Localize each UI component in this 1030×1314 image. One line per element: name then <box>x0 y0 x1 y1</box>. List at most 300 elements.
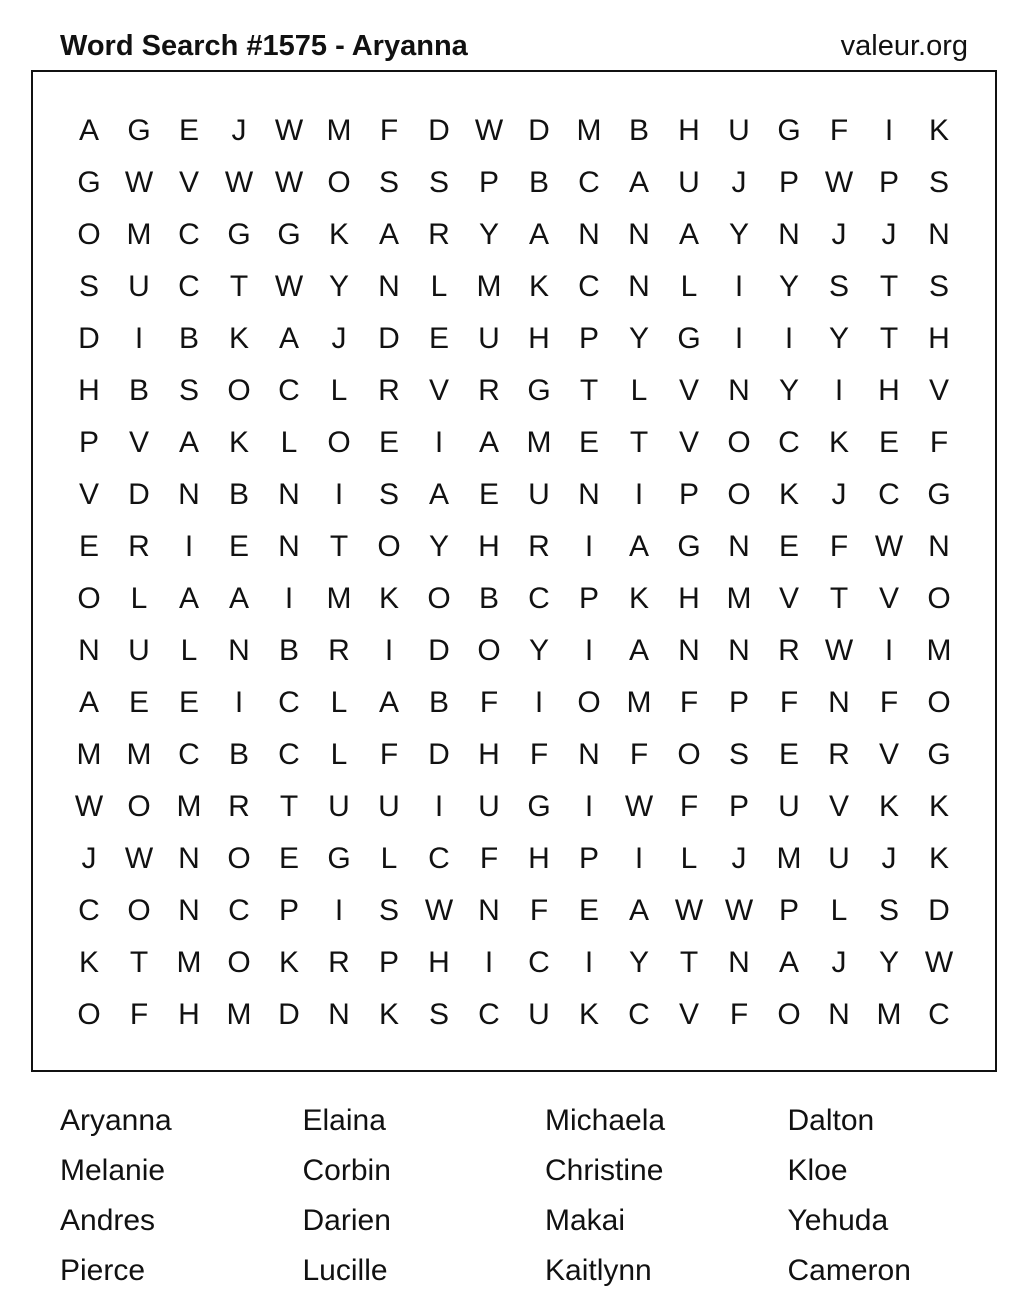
grid-letter: P <box>878 166 899 199</box>
grid-letter: E <box>378 426 399 459</box>
word-list-item: Pierce <box>60 1254 146 1287</box>
grid-letter: D <box>528 114 550 147</box>
grid-letter: N <box>278 478 300 511</box>
grid-letter: H <box>678 582 700 615</box>
grid-letter: W <box>824 166 854 199</box>
grid-letter: I <box>334 478 344 511</box>
grid-letter: W <box>74 790 104 823</box>
grid-letter: T <box>329 530 349 563</box>
grid-letter: V <box>128 426 149 459</box>
grid-letter: V <box>878 738 899 771</box>
grid-letter: T <box>679 946 699 979</box>
grid-letter: J <box>831 218 847 251</box>
grid-letter: D <box>378 322 400 355</box>
grid-letter: C <box>178 270 200 303</box>
grid-letter: C <box>178 218 200 251</box>
grid-letter: I <box>284 582 294 615</box>
grid-letter: A <box>378 686 399 719</box>
grid-letter: M <box>576 114 602 147</box>
grid-letter: S <box>378 166 399 199</box>
grid-letter: O <box>677 738 701 771</box>
grid-letter: R <box>528 530 550 563</box>
grid-letter: A <box>178 426 199 459</box>
grid-letter: O <box>77 998 101 1031</box>
grid-letter: E <box>878 426 899 459</box>
grid-letter: N <box>928 530 950 563</box>
grid-letter: U <box>728 114 750 147</box>
grid-letter: O <box>327 166 351 199</box>
grid-letter: H <box>528 322 550 355</box>
grid-letter: S <box>378 478 399 511</box>
grid-letter: O <box>127 790 151 823</box>
grid-letter: B <box>228 738 249 771</box>
grid-letter: M <box>626 686 652 719</box>
grid-letter: C <box>278 686 300 719</box>
grid-letter: E <box>228 530 249 563</box>
grid-letter: N <box>728 530 750 563</box>
grid-letter: D <box>78 322 100 355</box>
grid-letter: S <box>728 738 749 771</box>
grid-letter: A <box>678 218 699 251</box>
grid-letter: N <box>578 478 600 511</box>
grid-letter: L <box>130 582 148 615</box>
grid-letter: N <box>628 270 650 303</box>
grid-letter: C <box>778 426 800 459</box>
grid-letter: Y <box>628 322 649 355</box>
grid-letter: I <box>634 842 644 875</box>
grid-letter: S <box>828 270 849 303</box>
grid-letter: P <box>378 946 399 979</box>
grid-letter: S <box>878 894 899 927</box>
grid-letter: G <box>77 166 101 199</box>
grid-letter: P <box>778 166 799 199</box>
grid-letter: R <box>778 634 800 667</box>
grid-letter: N <box>228 634 250 667</box>
grid-letter: W <box>624 790 654 823</box>
grid-letter: M <box>76 738 102 771</box>
grid-letter: G <box>527 790 551 823</box>
word-list <box>60 1096 1030 1296</box>
grid-letter: Y <box>728 218 749 251</box>
grid-letter: W <box>724 894 754 927</box>
grid-letter: O <box>227 842 251 875</box>
grid-letter: J <box>831 478 847 511</box>
grid-letter: P <box>78 426 99 459</box>
grid-letter: K <box>878 790 899 823</box>
grid-letter: W <box>274 114 304 147</box>
grid-letter: V <box>428 374 449 407</box>
grid-letter: U <box>378 790 400 823</box>
grid-letter: R <box>228 790 250 823</box>
grid-letter: I <box>784 322 794 355</box>
grid-letter: L <box>330 686 348 719</box>
grid-letter: F <box>829 530 849 563</box>
grid-letter: I <box>384 634 394 667</box>
grid-letter: J <box>731 842 747 875</box>
grid-letter: R <box>328 946 350 979</box>
grid-letter: N <box>778 218 800 251</box>
grid-letter: K <box>928 114 949 147</box>
word-list-item: Andres <box>60 1204 156 1237</box>
grid-letter: A <box>78 114 99 147</box>
grid-letter: C <box>578 270 600 303</box>
grid-letter: O <box>227 374 251 407</box>
grid-letter: N <box>78 634 100 667</box>
grid-letter: E <box>778 530 799 563</box>
grid-letter: O <box>727 478 751 511</box>
grid-letter: N <box>728 946 750 979</box>
grid-letter: O <box>377 530 401 563</box>
grid-letter: V <box>678 426 699 459</box>
grid-letter: L <box>280 426 298 459</box>
grid-letter: K <box>778 478 799 511</box>
grid-letter: I <box>634 478 644 511</box>
grid-letter: U <box>828 842 850 875</box>
word-list-item: Cameron <box>787 1254 911 1287</box>
grid-letter: M <box>326 582 352 615</box>
grid-letter: I <box>884 634 894 667</box>
grid-letter: C <box>78 894 100 927</box>
grid-letter: V <box>878 582 899 615</box>
grid-letter: I <box>734 270 744 303</box>
grid-letter: W <box>924 946 954 979</box>
grid-letter: H <box>178 998 200 1031</box>
grid-letter: F <box>129 998 149 1031</box>
word-list-item: Aryanna <box>60 1104 172 1137</box>
grid-letter: J <box>831 946 847 979</box>
grid-letter: B <box>178 322 199 355</box>
grid-letter: T <box>879 270 899 303</box>
grid-letter: O <box>427 582 451 615</box>
grid-letter: E <box>178 686 199 719</box>
grid-letter: N <box>828 686 850 719</box>
grid-letter: I <box>434 426 444 459</box>
grid-letter: B <box>228 478 249 511</box>
grid-letter: S <box>78 270 99 303</box>
grid-letter: F <box>679 790 699 823</box>
grid-letter: W <box>224 166 254 199</box>
grid-letter: U <box>128 634 150 667</box>
grid-letter: Y <box>828 322 849 355</box>
grid-letter: Y <box>328 270 349 303</box>
grid-letter: I <box>434 790 444 823</box>
grid-letter: G <box>777 114 801 147</box>
grid-letter: T <box>129 946 149 979</box>
grid-letter: E <box>178 114 199 147</box>
grid-letter: G <box>527 374 551 407</box>
word-list-item: Corbin <box>302 1154 391 1187</box>
grid-letter: C <box>528 946 550 979</box>
grid-letter: D <box>428 114 450 147</box>
grid-letter: L <box>680 842 698 875</box>
grid-letter: C <box>628 998 650 1031</box>
grid-letter: A <box>78 686 99 719</box>
grid-letter: I <box>884 114 894 147</box>
grid-letter: N <box>178 894 200 927</box>
grid-letter: C <box>478 998 500 1031</box>
grid-letter: C <box>878 478 900 511</box>
word-list-item: Makai <box>545 1204 626 1237</box>
grid-letter: F <box>879 686 899 719</box>
grid-letter: R <box>128 530 150 563</box>
grid-letter: O <box>227 946 251 979</box>
grid-letter: M <box>326 114 352 147</box>
grid-letter: K <box>628 582 649 615</box>
grid-letter: P <box>278 894 299 927</box>
grid-letter: W <box>424 894 454 927</box>
grid-letter: R <box>828 738 850 771</box>
grid-letter: F <box>929 426 949 459</box>
puzzle-title: Word Search #1575 - Aryanna <box>60 30 468 62</box>
grid-letter: K <box>328 218 349 251</box>
grid-letter: D <box>928 894 950 927</box>
grid-letter: K <box>378 998 399 1031</box>
grid-letter: B <box>628 114 649 147</box>
grid-letter: K <box>828 426 849 459</box>
grid-letter: Y <box>878 946 899 979</box>
grid-letter: Y <box>628 946 649 979</box>
grid-letter: F <box>729 998 749 1031</box>
grid-letter: H <box>878 374 900 407</box>
grid-letter: L <box>330 374 348 407</box>
grid-letter: N <box>328 998 350 1031</box>
grid-letter: G <box>677 530 701 563</box>
grid-letter: C <box>228 894 250 927</box>
grid-letter: I <box>584 790 594 823</box>
grid-letter: N <box>728 374 750 407</box>
grid-letter: R <box>428 218 450 251</box>
grid-letter: M <box>776 842 802 875</box>
grid-letter: V <box>928 374 949 407</box>
grid-letter: T <box>279 790 299 823</box>
grid-letter: W <box>824 634 854 667</box>
grid-letter: N <box>578 738 600 771</box>
grid-letter: V <box>828 790 849 823</box>
grid-letter: C <box>178 738 200 771</box>
grid-letter: Y <box>778 374 799 407</box>
grid-letter: C <box>278 738 300 771</box>
grid-letter: M <box>526 426 552 459</box>
grid-letter: S <box>928 166 949 199</box>
grid-letter: O <box>777 998 801 1031</box>
grid-letter: H <box>478 738 500 771</box>
grid-letter: M <box>726 582 752 615</box>
word-list-item: Christine <box>545 1154 664 1187</box>
grid-letter: A <box>278 322 299 355</box>
grid-letter: G <box>927 738 951 771</box>
grid-letter: U <box>678 166 700 199</box>
grid-letter: N <box>828 998 850 1031</box>
grid-letter: B <box>278 634 299 667</box>
grid-letter: P <box>778 894 799 927</box>
grid-letter: Y <box>528 634 549 667</box>
grid-letter: J <box>881 218 897 251</box>
grid-letter: U <box>528 478 550 511</box>
grid-letter: N <box>628 218 650 251</box>
grid-letter: N <box>478 894 500 927</box>
grid-letter: I <box>234 686 244 719</box>
grid-letter: F <box>779 686 799 719</box>
grid-letter: I <box>334 894 344 927</box>
grid-letter: T <box>879 322 899 355</box>
grid-letter: P <box>578 842 599 875</box>
grid-letter: M <box>176 946 202 979</box>
grid-letter: C <box>578 166 600 199</box>
grid-letter: F <box>529 894 549 927</box>
grid-letter: J <box>331 322 347 355</box>
grid-letter: F <box>629 738 649 771</box>
grid-letter: V <box>78 478 99 511</box>
grid-letter: F <box>529 738 549 771</box>
grid-letter: I <box>184 530 194 563</box>
grid-letter: O <box>77 218 101 251</box>
grid-letter: J <box>231 114 247 147</box>
grid-letter: D <box>278 998 300 1031</box>
grid-letter: K <box>528 270 549 303</box>
grid-letter: A <box>178 582 199 615</box>
grid-letter: N <box>278 530 300 563</box>
grid-letter: E <box>128 686 149 719</box>
grid-letter: I <box>584 634 594 667</box>
letter-grid <box>64 105 964 1041</box>
grid-letter: S <box>428 998 449 1031</box>
grid-letter: A <box>628 530 649 563</box>
grid-letter: F <box>479 686 499 719</box>
grid-letter: C <box>928 998 950 1031</box>
grid-letter: E <box>428 322 449 355</box>
grid-letter: G <box>227 218 251 251</box>
grid-letter: K <box>228 426 249 459</box>
grid-letter: G <box>677 322 701 355</box>
grid-letter: E <box>778 738 799 771</box>
grid-letter: F <box>479 842 499 875</box>
grid-letter: L <box>180 634 198 667</box>
grid-letter: W <box>674 894 704 927</box>
grid-letter: I <box>584 946 594 979</box>
grid-letter: W <box>124 842 154 875</box>
grid-letter: E <box>278 842 299 875</box>
grid-letter: P <box>678 478 699 511</box>
grid-letter: V <box>178 166 199 199</box>
grid-letter: Y <box>478 218 499 251</box>
grid-letter: H <box>528 842 550 875</box>
grid-letter: V <box>778 582 799 615</box>
grid-letter: A <box>228 582 249 615</box>
grid-letter: B <box>128 374 149 407</box>
grid-letter: P <box>728 686 749 719</box>
grid-letter: L <box>430 270 448 303</box>
grid-letter: U <box>528 998 550 1031</box>
grid-letter: O <box>77 582 101 615</box>
grid-letter: T <box>579 374 599 407</box>
grid-letter: W <box>124 166 154 199</box>
grid-letter: L <box>680 270 698 303</box>
word-list-item: Michaela <box>545 1104 666 1137</box>
grid-letter: I <box>534 686 544 719</box>
grid-letter: H <box>928 322 950 355</box>
grid-letter: R <box>378 374 400 407</box>
grid-letter: A <box>428 478 449 511</box>
grid-letter: G <box>927 478 951 511</box>
grid-letter: I <box>584 530 594 563</box>
grid-letter: J <box>731 166 747 199</box>
word-list-item: Yehuda <box>787 1204 889 1237</box>
grid-letter: L <box>380 842 398 875</box>
grid-letter: M <box>926 634 952 667</box>
grid-letter: O <box>127 894 151 927</box>
grid-letter: I <box>134 322 144 355</box>
grid-letter: H <box>428 946 450 979</box>
grid-letter: O <box>577 686 601 719</box>
grid-letter: N <box>928 218 950 251</box>
grid-letter: W <box>274 270 304 303</box>
grid-letter: B <box>478 582 499 615</box>
grid-letter: M <box>126 218 152 251</box>
grid-letter: E <box>78 530 99 563</box>
grid-letter: N <box>378 270 400 303</box>
grid-letter: H <box>78 374 100 407</box>
grid-letter: A <box>628 166 649 199</box>
grid-letter: N <box>578 218 600 251</box>
grid-letter: B <box>528 166 549 199</box>
site-name: valeur.org <box>840 30 968 62</box>
grid-letter: G <box>277 218 301 251</box>
grid-letter: W <box>474 114 504 147</box>
grid-letter: O <box>327 426 351 459</box>
grid-letter: B <box>428 686 449 719</box>
grid-letter: A <box>478 426 499 459</box>
grid-letter: R <box>478 374 500 407</box>
grid-letter: O <box>477 634 501 667</box>
grid-letter: C <box>428 842 450 875</box>
grid-letter: V <box>678 374 699 407</box>
grid-letter: G <box>127 114 151 147</box>
grid-letter: W <box>274 166 304 199</box>
grid-letter: N <box>728 634 750 667</box>
grid-letter: O <box>927 582 951 615</box>
grid-letter: O <box>727 426 751 459</box>
grid-letter: C <box>528 582 550 615</box>
word-list-item: Kaitlynn <box>545 1254 652 1287</box>
grid-letter: L <box>330 738 348 771</box>
grid-letter: N <box>678 634 700 667</box>
grid-letter: I <box>734 322 744 355</box>
grid-letter: N <box>178 842 200 875</box>
grid-letter: M <box>126 738 152 771</box>
grid-letter: M <box>176 790 202 823</box>
word-list-item: Dalton <box>787 1104 875 1137</box>
grid-letter: W <box>874 530 904 563</box>
grid-letter: A <box>528 218 549 251</box>
grid-letter: K <box>228 322 249 355</box>
grid-letter: S <box>428 166 449 199</box>
grid-letter: L <box>630 374 648 407</box>
grid-letter: U <box>128 270 150 303</box>
grid-letter: T <box>629 426 649 459</box>
word-list-item: Darien <box>302 1204 391 1237</box>
grid-letter: P <box>728 790 749 823</box>
grid-letter: A <box>378 218 399 251</box>
grid-letter: D <box>128 478 150 511</box>
grid-letter: S <box>928 270 949 303</box>
grid-letter: E <box>478 478 499 511</box>
grid-letter: F <box>679 686 699 719</box>
grid-letter: O <box>927 686 951 719</box>
grid-letter: A <box>778 946 799 979</box>
grid-letter: K <box>278 946 299 979</box>
grid-letter: H <box>478 530 500 563</box>
grid-letter: D <box>428 738 450 771</box>
